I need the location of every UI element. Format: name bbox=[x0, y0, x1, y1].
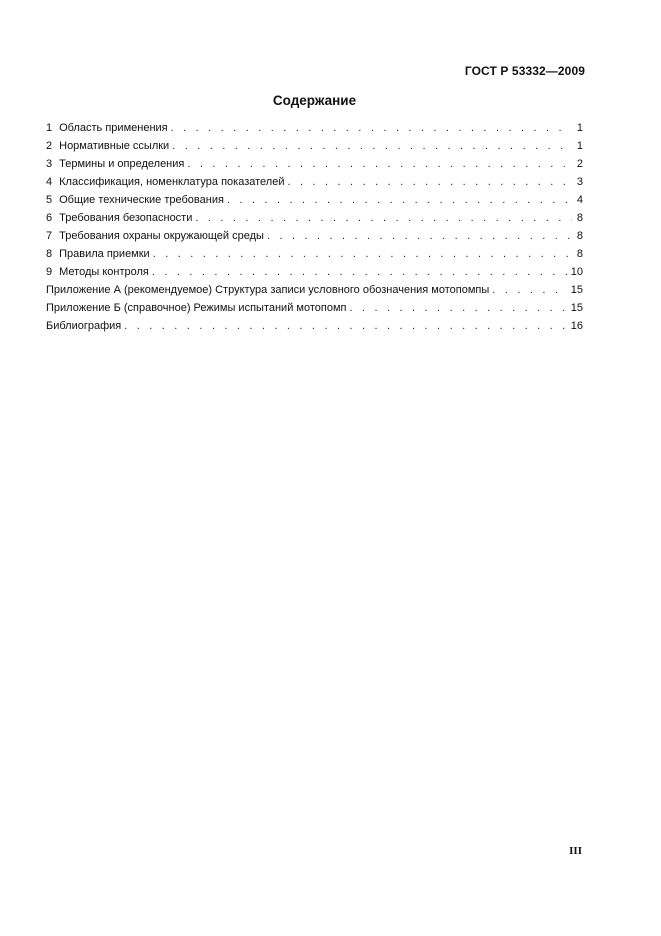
toc-entry-label: Требования безопасности bbox=[59, 212, 193, 224]
toc-entry-page: 16 bbox=[570, 320, 583, 332]
toc-entry-number: 9 bbox=[46, 266, 53, 278]
toc-entry-label: Библиография bbox=[46, 320, 122, 332]
toc-dot-leader bbox=[153, 245, 572, 263]
toc-entry-page: 8 bbox=[576, 212, 583, 224]
toc-dot-leader bbox=[349, 299, 567, 317]
toc-entry[interactable] bbox=[46, 119, 583, 137]
toc-entry[interactable] bbox=[46, 299, 583, 317]
toc-dot-leader bbox=[492, 281, 567, 299]
toc-entry-label: Область применения bbox=[59, 122, 168, 134]
toc-title: Содержание bbox=[272, 93, 357, 108]
toc-entry-page: 15 bbox=[570, 302, 583, 314]
toc-entry-label: Методы контроля bbox=[59, 266, 149, 278]
toc-entry-label: Нормативные ссылки bbox=[59, 140, 170, 152]
toc-entry-number: 4 bbox=[46, 176, 53, 188]
toc-entry[interactable] bbox=[46, 245, 583, 263]
toc-entry-page: 1 bbox=[576, 122, 583, 134]
toc-entry[interactable] bbox=[46, 137, 583, 155]
toc-entry[interactable] bbox=[46, 317, 583, 335]
table-of-contents bbox=[46, 119, 583, 335]
toc-entry-label: Классификация, номенклатура показателей bbox=[59, 176, 285, 188]
toc-entry-number: 8 bbox=[46, 248, 53, 260]
toc-entry-label: Общие технические требования bbox=[59, 194, 224, 206]
toc-entry-number: 6 bbox=[46, 212, 53, 224]
toc-dot-leader bbox=[152, 263, 568, 281]
toc-dot-leader bbox=[187, 155, 572, 173]
toc-entry-label: Требования охраны окружающей среды bbox=[59, 230, 264, 242]
toc-dot-leader bbox=[172, 137, 572, 155]
toc-entry-number: 2 bbox=[46, 140, 53, 152]
toc-entry-page: 8 bbox=[576, 248, 583, 260]
toc-entry-number: 7 bbox=[46, 230, 53, 242]
toc-dot-leader bbox=[124, 317, 568, 335]
toc-entry[interactable] bbox=[46, 191, 583, 209]
toc-entry-page: 2 bbox=[576, 158, 583, 170]
toc-entry-label: Правила приемки bbox=[59, 248, 150, 260]
toc-entry[interactable] bbox=[46, 209, 583, 227]
toc-dot-leader bbox=[288, 173, 573, 191]
toc-entry[interactable] bbox=[46, 227, 583, 245]
toc-dot-leader bbox=[195, 209, 572, 227]
toc-entry[interactable] bbox=[46, 281, 583, 299]
toc-dot-leader bbox=[171, 119, 572, 137]
toc-entry[interactable] bbox=[46, 173, 583, 191]
toc-entry[interactable] bbox=[46, 263, 583, 281]
toc-entry-page: 3 bbox=[576, 176, 583, 188]
toc-dot-leader bbox=[267, 227, 572, 245]
page-number: III bbox=[569, 845, 582, 857]
toc-entry-number: 1 bbox=[46, 122, 53, 134]
document-code: ГОСТ Р 53332—2009 bbox=[464, 64, 585, 78]
toc-entry-label: Приложение Б (справочное) Режимы испытаний мотопомп bbox=[46, 302, 347, 314]
toc-entry-page: 1 bbox=[576, 140, 583, 152]
toc-entry-number: 3 bbox=[46, 158, 53, 170]
toc-entry-page: 15 bbox=[570, 284, 583, 296]
toc-entry[interactable] bbox=[46, 155, 583, 173]
toc-entry-label: Приложение А (рекомендуемое) Структура записи условного обозначения мотопомпы bbox=[46, 284, 490, 296]
toc-entry-number: 5 bbox=[46, 194, 53, 206]
toc-entry-page: 4 bbox=[576, 194, 583, 206]
toc-dot-leader bbox=[227, 191, 572, 209]
toc-entry-page: 10 bbox=[570, 266, 583, 278]
toc-entry-label: Термины и определения bbox=[59, 158, 185, 170]
toc-entry-page: 8 bbox=[576, 230, 583, 242]
